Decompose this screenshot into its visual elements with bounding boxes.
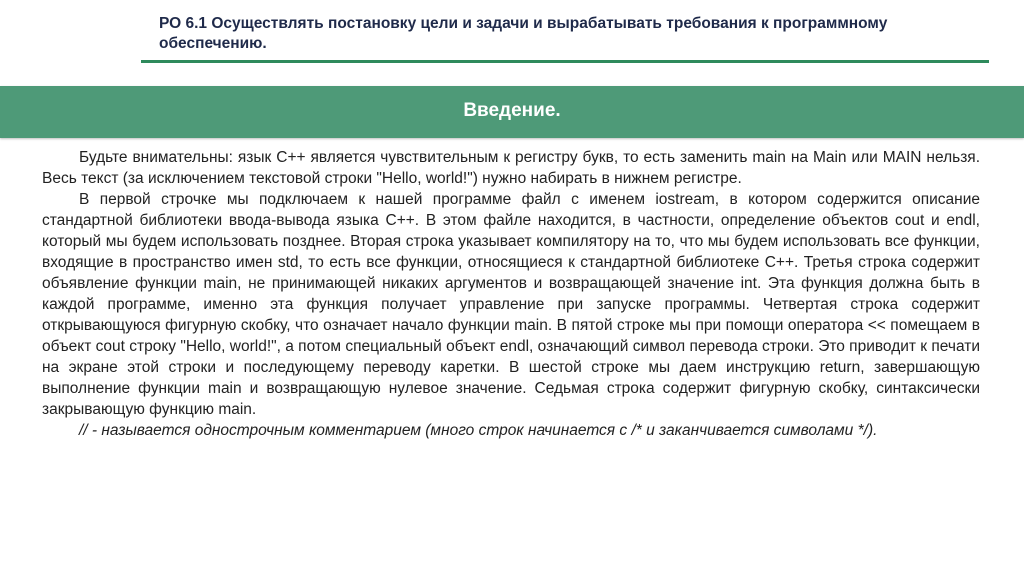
section-banner [0, 86, 1024, 138]
paragraph-program-explanation: В первой строчке мы подключаем к нашей программе файл с именем iostream, в котором содержится описание стандартной библиотеки ввода-вывода языка С++. В этом файле находится, в частности, определение объектов cout и endl, который мы будем использовать позднее. Вторая строка указывает компилятору на то, что мы будем использовать все функции, входящие в пространство имен std, то есть все функции, относящиеся к стандартной библиотеке С++. Третья строка содержит объявление функции main, не принимающей никаких аргументов и возвращающей значение int. Эта функция должна быть в каждой программе, именно эта функция получает управление при запуске программы. Четвертая строка содержит открывающуюся фигурную скобку, что означает начало функции main. В пятой строке мы при помощи оператора << помещаем в объект cout строку "Hello, world!", а потом специальный объект endl, означающий символ перевода строки. Это приводит к печати на экране этой строки и последующему переводу каретки. В шестой строке мы даем инструкцию return, завершающую выполнение функции main и возвращающую нулевое значение. Седьмая строка содержит фигурную скобку, синтаксически закрывающую функцию main. [42, 191, 980, 418]
paragraph-comment-note: // - называется однострочным комментарием (много строк начинается с /* и заканчивается символами */). [79, 422, 878, 439]
header-divider [141, 60, 989, 63]
slide-title: РО 6.1 Осуществлять постановку цели и задачи и вырабатывать требования к программному обеспечению. [159, 15, 888, 52]
slide-body [42, 147, 980, 441]
slide-header [159, 14, 989, 54]
section-title: Введение. [463, 100, 561, 121]
paragraph-case-sensitivity: Будьте внимательны: язык С++ является чувствительным к регистру букв, то есть заменить main на Main или MAIN нельзя. Весь текст (за исключением текстовой строки "Hello, world!") нужно набирать в нижнем регистре. [42, 149, 980, 187]
